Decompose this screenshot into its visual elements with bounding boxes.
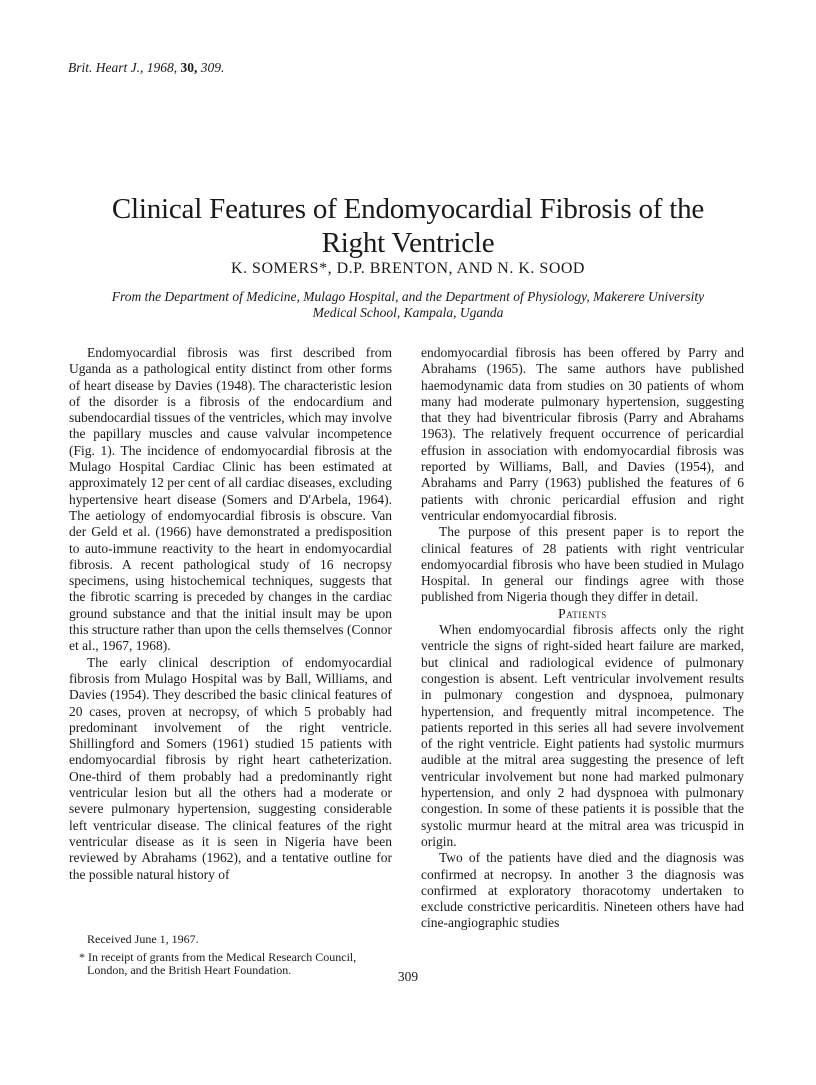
journal-volume: 30, — [180, 60, 198, 75]
journal-citation — [68, 60, 224, 76]
right-paragraph-3: When endomyocardial fibrosis affects only the right ventricle the signs of right-sided heart failure are marked, but clinical and radiological evidence of pulmonary congestion is absent. Left ventricular involvement results in pulmonary congestion and dyspnoea, pulmonary hypertension, and frequently mitral incompetence. The patients reported in this series all had severe involvement of the right ventricle. Eight patients had systolic murmurs audible at the mitral area suggesting the presence of left ventricular involvement but none had marked pulmonary hypertension, and only 2 had dyspnoea with pulmonary congestion. In some of these patients it is possible that the systolic murmur heard at the mitral area was tricuspid in origin. — [421, 622, 744, 849]
left-paragraph-2: The early clinical description of endomyocardial fibrosis from Mulago Hospital was by Ball, Williams, and Davies (1954). They described the basic clinical features of 20 cases, proven at necropsy, of which 5 probably had predominant involvement of the right ventricle. Shillingford and Somers (1961) studied 15 patients with endomyocardial fibrosis by right heart catheterization. One-third of them probably had a predominantly right ventricular lesion but all the others had a moderate or severe pulmonary hypertension, suggesting considerable left ventricular disease. The clinical features of the right ventricular disease as it is seen in Nigeria have been reviewed by Abrahams (1962), and a tentative outline for the possible natural history of — [69, 654, 392, 882]
received-date: Received June 1, 1967. — [87, 932, 199, 946]
section-heading-patients: Patients — [558, 605, 607, 621]
left-column — [69, 345, 392, 883]
journal-name: Brit. Heart J., — [68, 60, 144, 75]
right-paragraph-2: The purpose of this present paper is to report the clinical features of 28 patients with right ventricular endomyocardial fibrosis who have been studied in Mulago Hospital. In general our findings agree with those published from Nigeria though they differ in detail. — [421, 524, 744, 605]
authors: K. SOMERS*, D.P. BRENTON, AND N. K. SOOD — [231, 260, 585, 277]
right-paragraph-4: Two of the patients have died and the diagnosis was confirmed at necropsy. In another 3 the diagnosis was confirmed at exploratory thoracotomy undertaken to exclude constrictive pericarditis. Nineteen others have had cine-angiographic studies — [421, 850, 744, 931]
article-title — [40, 192, 776, 260]
right-paragraph-1: endomyocardial fibrosis has been offered by Parry and Abrahams (1965). The same authors have published haemodynamic data from studies on 30 patients of whom many had moderate pulmonary hypertension, suggesting that they had biventricular fibrosis (Parry and Abrahams 1963). The relatively frequent occurrence of pericardial effusion in association with endomyocardial fibrosis was reported by Williams, Ball, and Davies (1954), and Abrahams and Parry (1963) published the features of 6 patients with chronic pericardial effusion and right ventricular endomyocardial fibrosis. — [421, 345, 744, 523]
journal-year: 1968, — [146, 60, 178, 75]
page-number: 309 — [397, 969, 419, 984]
right-column — [421, 345, 744, 932]
title-line-1: Clinical Features of Endomyocardial Fibrosis of the — [111, 193, 705, 225]
affiliation: From the Department of Medicine, Mulago Hospital, and the Department of Physiology, Makerere University Medical School, Kampala, Uganda — [111, 289, 705, 320]
journal-page: 309. — [200, 60, 225, 75]
grant-footnote: * In receipt of grants from the Medical Research Council, London, and the British Heart Foundation. — [79, 949, 357, 977]
title-line-2: Right Ventricle — [321, 227, 495, 259]
left-paragraph-1: Endomyocardial fibrosis was first described from Uganda as a pathological entity distinct from other forms of heart disease by Davies (1948). The characteristic lesion of the disorder is a fibrosis of the endocardium and subendocardial tissues of the ventricles, which may involve the papillary muscles and cause valvular incompetence (Fig. 1). The incidence of endomyocardial fibrosis at the Mulago Hospital Cardiac Clinic has been estimated at approximately 12 per cent of all cardiac diseases, excluding hypertensive heart disease (Somers and D'Arbela, 1964). The aetiology of endomyocardial fibrosis is obscure. Van der Geld et al. (1966) have demonstrated a predisposition to auto-immune reactivity to the heart in endomyocardial fibrosis. A recent pathological study of 16 necropsy specimens, using histochemical techniques, suggests that the fibrotic scarring is preceded by changes in the cardiac ground substance and that the initial insult may be upon this structure rather than upon the cells themselves (Connor et al., 1967, 1968). — [69, 345, 392, 654]
